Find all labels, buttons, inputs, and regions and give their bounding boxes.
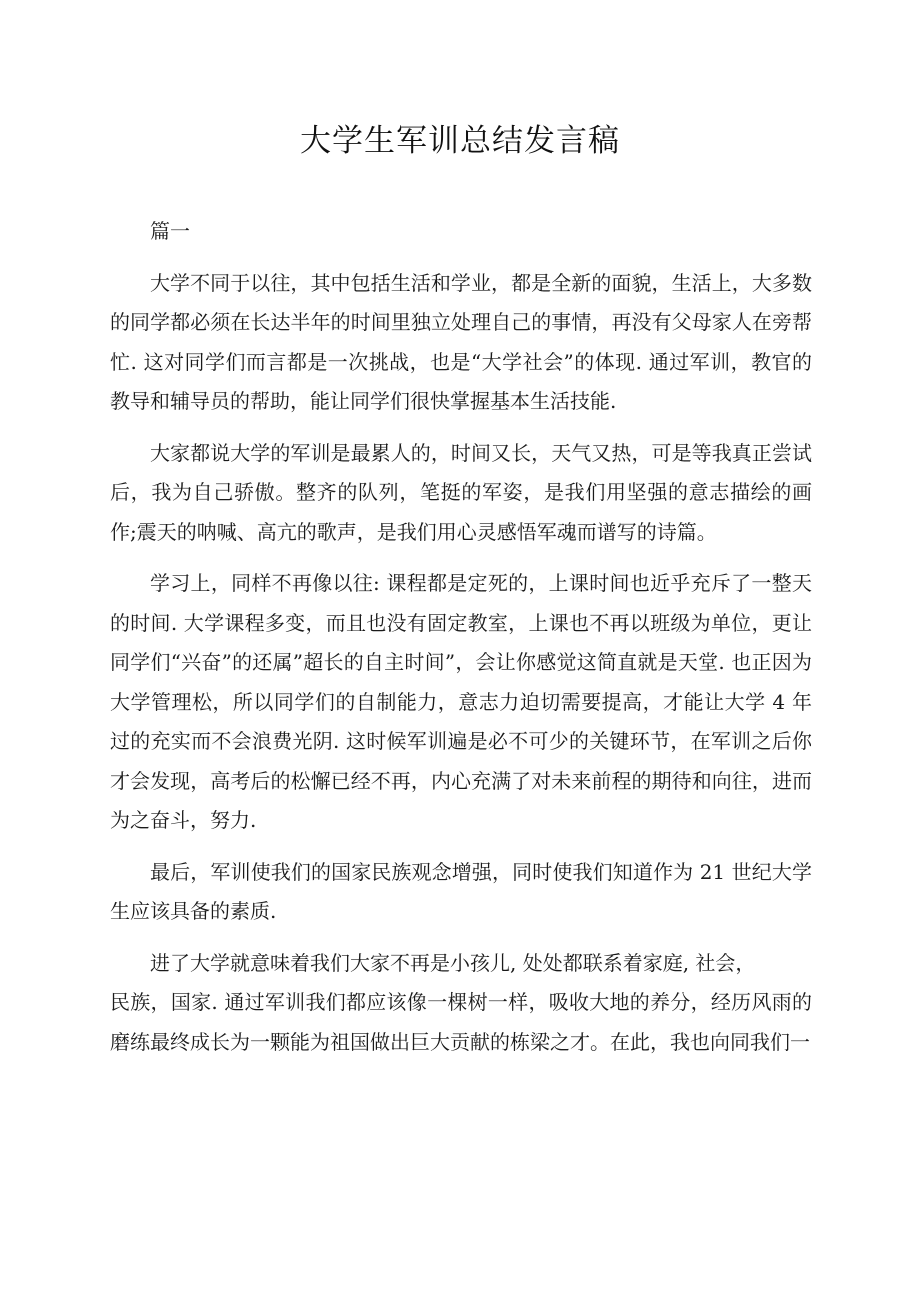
paragraph-5: [110, 944, 812, 984]
section-label: 篇一: [150, 219, 190, 243]
document-title: 大学生军训总结发言稿: [300, 123, 620, 159]
paragraph-2: 大家都说大学的军训是最累人的，时间又长，天气又热，可是等我真正尝试后，我为自己骄傲。整齐的队列，笔挺的军姿，是我们用坚强的意志描绘的画作;震天的呐喊、高亢的歌声，是我们用心灵感悟军魂而谱写的诗篇。: [110, 440, 812, 544]
paragraph-5-continuation: 民族，国家. 通过军训我们都应该像一棵树一样，吸收大地的养分，经历风雨的磨练最终成长为一颗能为祖国做出巨大贡献的栋梁之才。在此，我也向同我们一: [110, 990, 812, 1054]
paragraph-1: 大学不同于以往，其中包括生活和学业，都是全新的面貌，生活上，大多数的同学都必须在长达半年的时间里独立处理自己的事情，再没有父母家人在旁帮忙. 这对同学们而言都是一次挑战，也是“大学社会”的体现. 通过军训，教官的教导和辅导员的帮助，能让同学们很快掌握基本生活技能.: [110, 270, 812, 413]
document-body: [110, 212, 812, 1074]
paragraph-3: 学习上，同样不再像以往: 课程都是定死的，上课时间也近乎充斥了一整天的时间. 大学课程多变，而且也没有固定教室，上课也不再以班级为单位，更让同学们“兴奋”的还属”超长的自主时间”，会让你感觉这简直就是天堂. 也正因为大学管理松，所以同学们的自制能力，意志力迫切需要提高，才能让大学 4 年过的充实而不会浪费光阴. 这时候军训遍是必不可少的关键环节，在军训之后你才会发现，高考后的松懈已经不再，内心充满了对未来前程的期待和向往，进而为之奋斗，努力.: [110, 571, 812, 832]
paragraph-4: 最后，军训使我们的国家民族观念增强，同时使我们知道作为 21 世纪大学生应该具备的素质.: [110, 859, 812, 923]
paragraph-5-line-1: 进了大学就意味着我们大家不再是小孩儿, 处处都联系着家庭, 社会，: [150, 950, 756, 975]
